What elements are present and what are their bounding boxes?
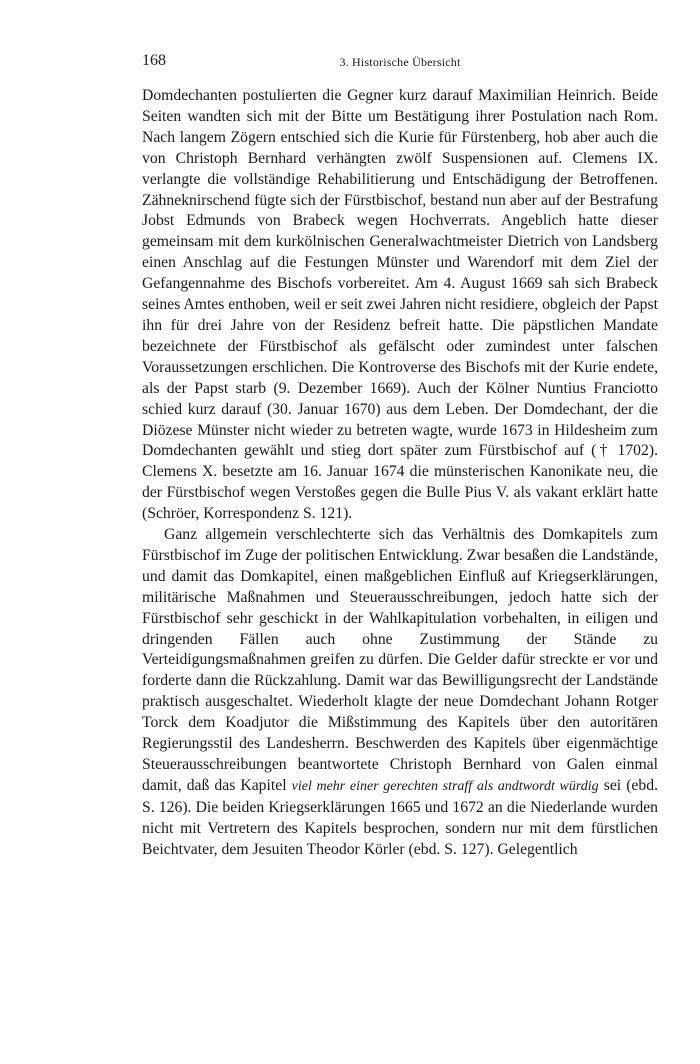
page-number: 168 (142, 52, 166, 69)
paragraph-2 (142, 525, 658, 861)
running-head (142, 52, 658, 74)
body-text (142, 86, 658, 861)
quotation: viel mehr einer gerechten straff als andtwordt würdig (291, 778, 599, 794)
paragraph-2-text-end: sei (ebd. S. 126). Die beiden Kriegserklärungen 1665 und 1672 an die Niederlande wurden nicht mit Vertretern des Kapitels besprochen, sondern nur mit dem fürstlichen Beichtvater, dem Jesuiten Theodor Körler (ebd. S. 127). Gelegentlich (142, 776, 659, 858)
chapter-title: 3. Historische Übersicht (339, 55, 461, 69)
paragraph-2-text-start: Ganz allgemein verschlechterte sich das Verhältnis des Domkapitels zum Fürstbischof im Zuge der politischen Entwicklung. Zwar besaßen die Landstände, und damit das Domkapitel, einen maßgeblichen Einfluß auf Kriegserklärungen, militärische Maßnahmen und Steuerausschreibungen, jedoch hatte sich der Fürstbischof sehr geschickt in der Wahlkapitulation vorbehalten, in eiligen und dringenden Fällen auch ohne Zustimmung der Stände zu Verteidigungsmaßnahmen greifen zu dürfen. Die Gelder dafür streckte er vor und forderte dann die Rückzahlung. Damit war das Bewilligungsrecht der Landstände praktisch ausgeschaltet. Wiederholt klagte der neue Domdechant Johann Rotger Torck dem Koadjutor die Mißstimmung des Kapitels über den autoritären Regierungsstil des Landesherrn. Beschwerden des Kapitels über eigenmächtige Steuerausschreibungen beantwortete Christoph Bernhard von Galen einmal damit, daß das Kapitel (142, 526, 658, 794)
book-page (142, 52, 658, 861)
paragraph-1: Domdechanten postulierten die Gegner kurz darauf Maximilian Heinrich. Beide Seiten wandten sich mit der Bitte um Bestätigung ihrer Postulation nach Rom. Nach langem Zögern entschied sich die Kurie für Fürstenberg, hob aber auch die von Christoph Bernhard verhängten zwölf Suspensionen auf. Clemens IX. verlangte die vollständige Rehabilitierung und Entschädigung der Betroffenen. Zähneknirschend fügte sich der Fürstbischof, bestand nun aber auf der Bestrafung Jobst Edmunds von Brabeck wegen Hochverrats. Angeblich hatte dieser gemeinsam mit dem kurkölnischen Generalwachtmeister Dietrich von Landsberg einen Anschlag auf die Festungen Münster und Warendorf mit dem Ziel der Gefangennahme des Bischofs vorbereitet. Am 4. August 1669 sah sich Brabeck seines Amtes enthoben, weil er seit zwei Jahren nicht residiere, obgleich der Papst ihn für drei Jahre von der Residenz befreit hatte. Die päpstlichen Mandate bezeichnete der Fürstbischof als gefälscht oder zumindest unter falschen Voraussetzungen erschlichen. Die Kontroverse des Bischofs mit der Kurie endete, als der Papst starb (9. Dezember 1669). Auch der Kölner Nuntius Franciotto schied kurz darauf (30. Januar 1670) aus dem Leben. Der Domdechant, der die Diözese Münster nicht wieder zu betreten wagte, wurde 1673 in Hildesheim zum Domdechanten gewählt und stieg dort später zum Fürstbischof auf († 1702). Clemens X. besetzte am 16. Januar 1674 die münsterischen Kanonikate neu, die der Fürstbischof wegen Verstoßes gegen die Bulle Pius V. als vakant erklärt hatte (Schröer, Korrespondenz S. 121). (142, 87, 658, 523)
